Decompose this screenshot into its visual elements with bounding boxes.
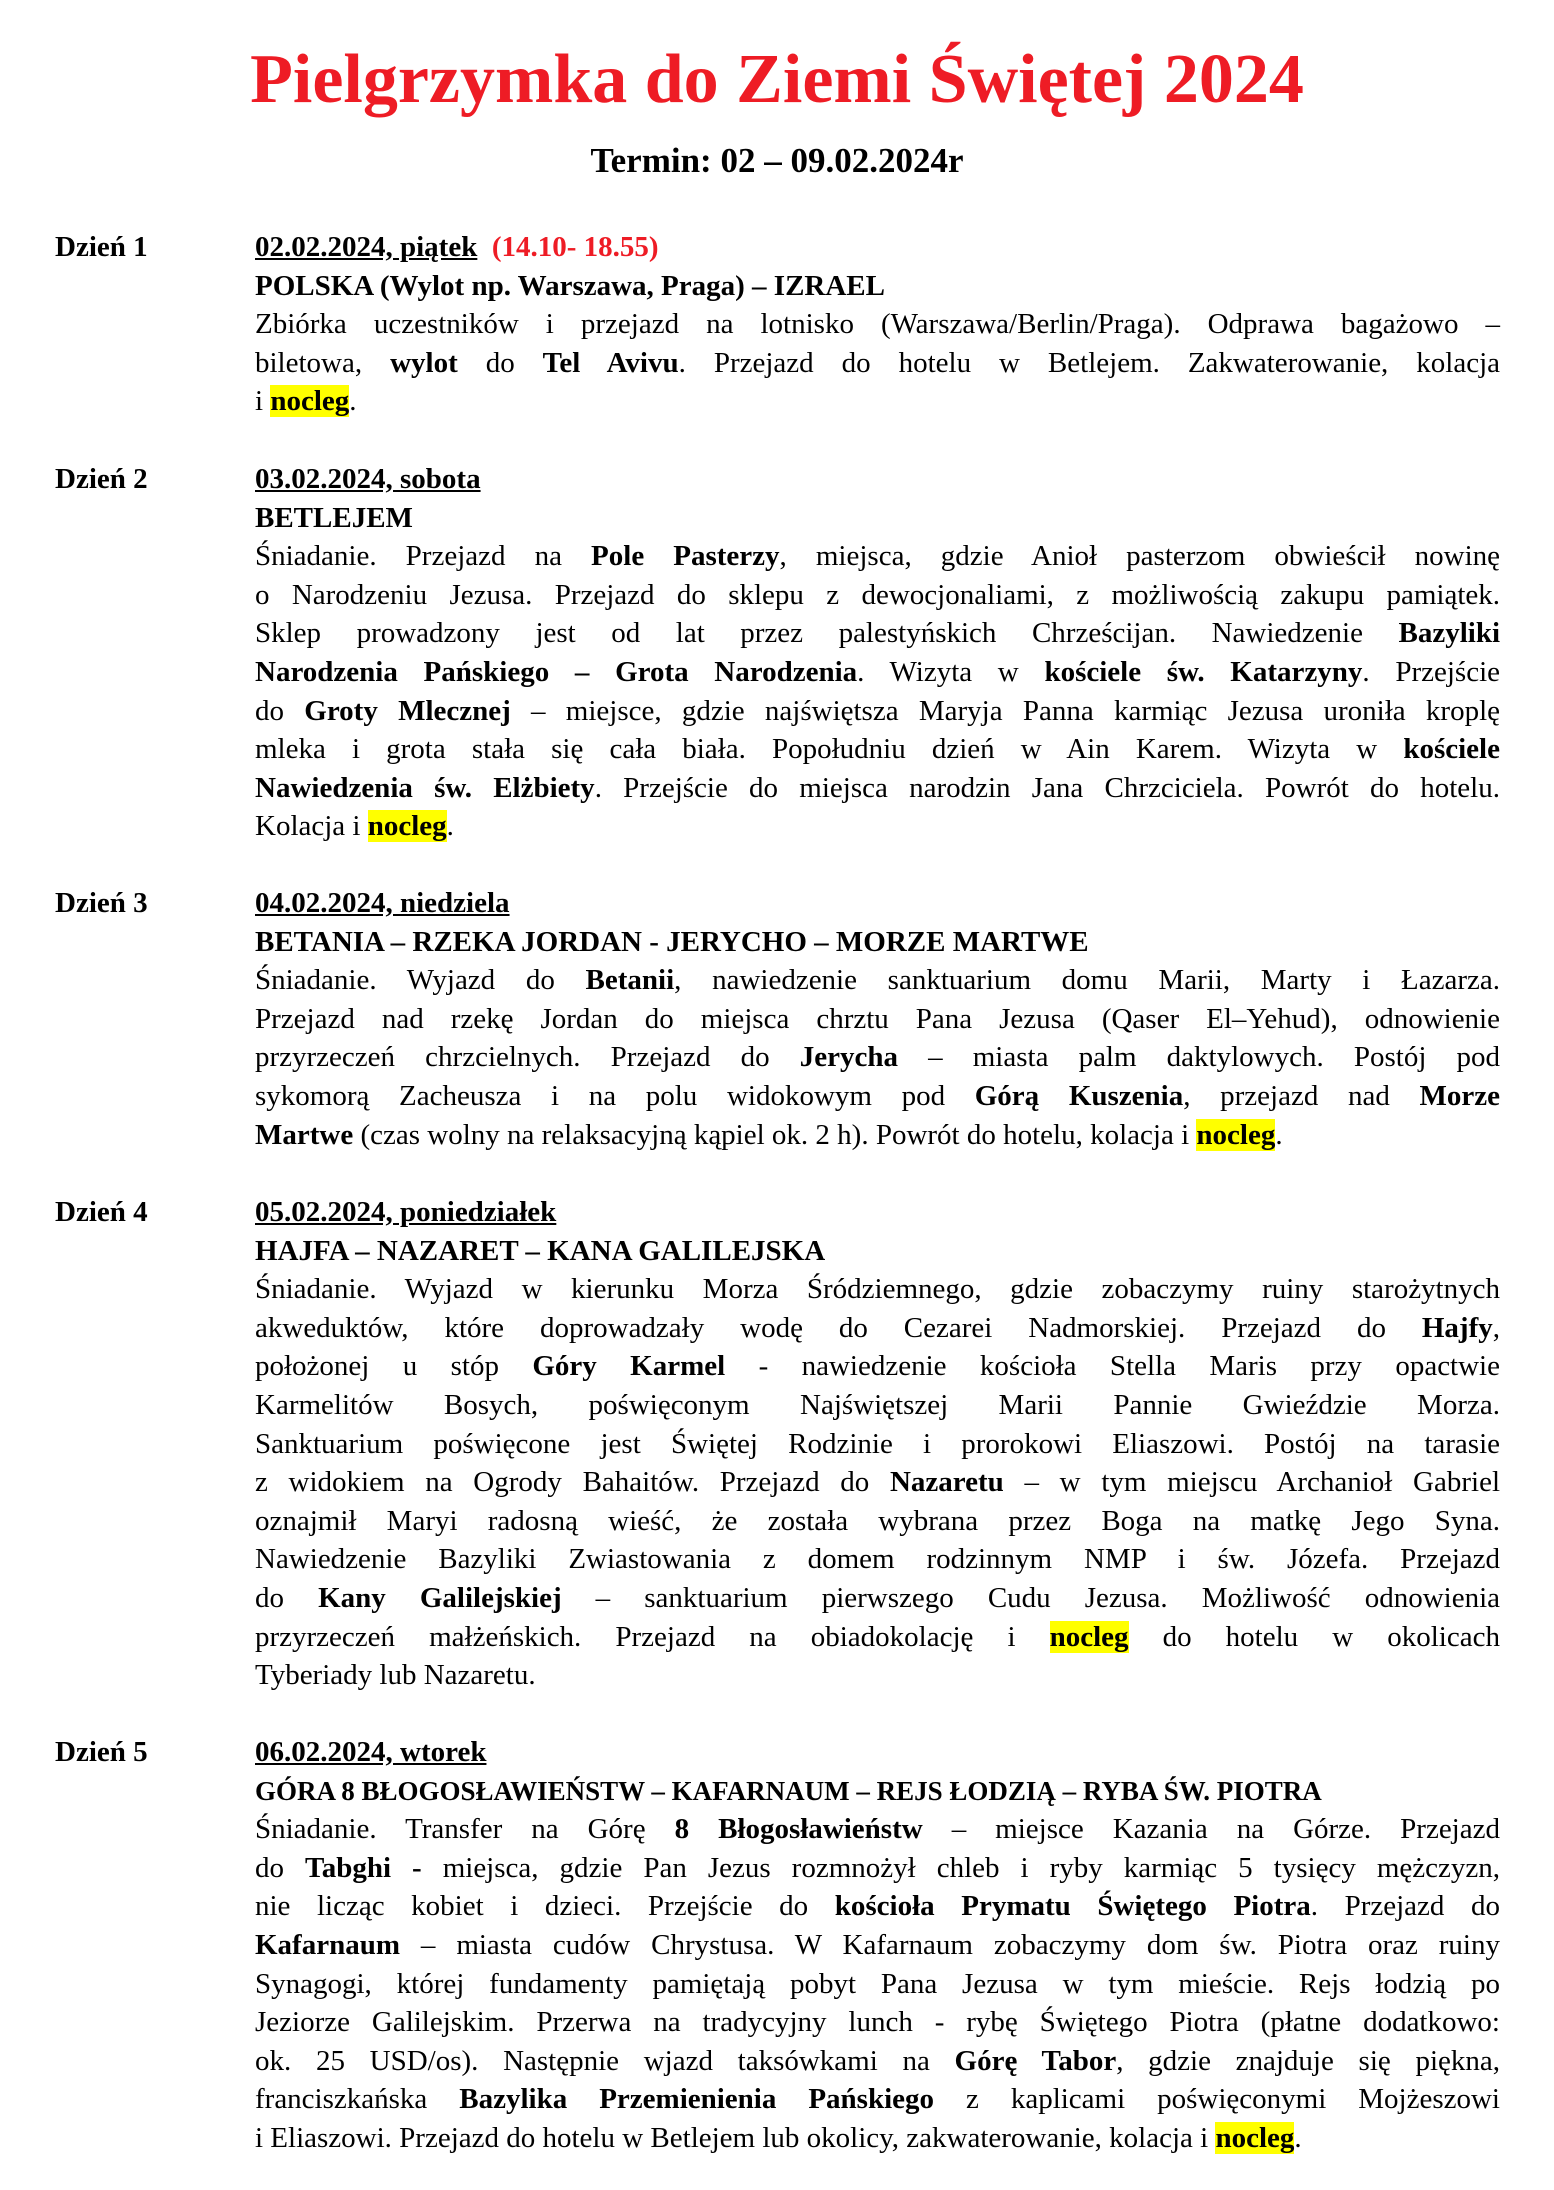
text-run: Synagogi, której fundamenty pamiętają pobyt Pana Jezusa w tym mieście. Rejs łodzią po [255,1967,1500,2000]
description-line [255,730,1500,769]
day-description [255,961,1500,1154]
bold-text: Hajfy [1421,1311,1493,1344]
bold-text: Górę Tabor [954,2044,1117,2077]
day-route: BETANIA – RZEKA JORDAN - JERYCHO – MORZE MARTWE [255,925,1089,958]
bold-text: kościoła Prymatu Świętego Piotra [834,1890,1311,1923]
text-run: do hotelu w okolicach [1128,1620,1500,1653]
bold-text: wylot [390,346,458,379]
text-run: Śniadanie. Przejazd na [255,540,592,573]
text-run: Karmelitów Bosych, poświęconym Najświętszej Marii Pannie Gwieździe Morza. [255,1388,1500,1421]
text-run: do [457,346,543,379]
bold-text: Tabghi - [305,1851,422,1884]
description-line [255,1038,1500,1077]
document-title: Pielgrzymka do Ziemi Świętej 2024 [250,41,1304,118]
day-label: Dzień 3 [55,887,148,919]
text-run: , miejsca, gdzie Anioł pasterzom obwieścił nowinę [779,540,1501,573]
bold-text: Betanii [585,964,675,997]
day-body [255,1733,1500,2158]
bold-text: Pole Pasterzy [591,540,780,573]
flight-time: (14.10- 18.55) [491,231,659,263]
day-route: GÓRA 8 BŁOGOSŁAWIEŃSTW – KAFARNAUM – REJS ŁODZIĄ – RYBA ŚW. PIOTRA [255,1775,1322,1806]
description-line [255,1965,1500,2004]
text-run: (czas wolny na relaksacyjną kąpiel ok. 2 h). Powrót do hotelu, kolacja i [353,1118,1197,1151]
text-run: o Narodzeniu Jezusa. Przejazd do sklepu z dewocjonaliami, z możliwością zakupu pamiątek. [255,578,1500,611]
text-run: do [255,1581,319,1614]
text-run: , [1492,1311,1500,1344]
day-date-line [255,1193,1500,1232]
description-line [255,1887,1500,1926]
text-run: biletowa, [255,346,391,379]
description-line [255,1656,1500,1695]
bold-text: Groty Mlecznej [304,694,511,727]
text-run: , przejazd nad [1183,1079,1420,1112]
bold-text: Narodzenia Pańskiego – Grota Narodzenia [255,655,858,688]
text-run: . Wizyta w [857,655,1045,688]
text-run: Kolacja i [255,810,368,843]
day-date: 03.02.2024, sobota [255,463,481,495]
text-run: mleka i grota stała się cała biała. Popołudniu dzień w Ain Karem. Wizyta w [255,733,1404,766]
bold-text: kościele [1403,733,1500,766]
bold-text: Tel Avivu [542,346,679,379]
text-run: . [349,385,357,418]
text-run: . [1294,2121,1302,2154]
description-line [255,1540,1500,1579]
day-date-line [255,884,1500,923]
text-run: do [255,694,305,727]
description-line [255,1849,1500,1888]
day-label: Dzień 4 [55,1196,148,1228]
bold-text: 8 Błogosławieństw [674,1813,923,1846]
highlighted-nocleg: nocleg [270,385,350,418]
day-date-line [255,460,1500,499]
text-run: miejsca, gdzie Pan Jezus rozmnożył chleb i ryby karmiąc 5 tysięcy mężczyzn, [421,1851,1500,1884]
text-run: - nawiedzenie kościoła Stella Maris przy opactwie [725,1350,1500,1383]
day-description [255,1810,1500,2157]
day-description [255,305,1500,421]
text-run: oznajmił Maryi radosną wieść, że została wybrana przez Boga na matkę Jego Syna. [255,1504,1500,1537]
text-run: Jeziorze Galilejskim. Przerwa na tradycyjny lunch - rybę Świętego Piotra (płatne dodatkowo: [255,2006,1500,2039]
text-run: – sanktuarium pierwszego Cudu Jezusa. Możliwość odnowienia [561,1581,1500,1614]
description-line [255,769,1500,808]
description-line [255,692,1500,731]
bold-text: Bazylika Przemienienia Pańskiego [459,2083,935,2116]
bold-text: Góry Karmel [532,1350,726,1383]
description-line [255,1810,1500,1849]
bold-text: Kafarnaum [255,1928,400,1961]
day-label: Dzień 5 [55,1736,148,1768]
description-line [255,1386,1500,1425]
text-run: sykomorą Zacheusza i na polu widokowym pod [255,1079,975,1112]
bold-text: Morze [1419,1079,1500,1112]
description-line [255,1425,1500,1464]
text-run: Nawiedzenie Bazyliki Zwiastowania z domem rodzinnym NMP i św. Józefa. Przejazd [255,1543,1500,1576]
description-line [255,1926,1500,1965]
text-run: Przejazd nad rzekę Jordan do miejsca chrztu Pana Jezusa (Qaser El–Yehud), odnowienie [255,1002,1500,1035]
text-run: . Przejazd do [1310,1890,1500,1923]
day-label: Dzień 1 [55,231,148,263]
text-run: i [255,385,271,418]
bold-text: Nawiedzenia św. Elżbiety [255,771,595,804]
description-line [255,305,1500,344]
bold-text: Górą Kuszenia [974,1079,1184,1112]
day-body [255,1193,1500,1695]
description-line [255,653,1500,692]
document-subtitle: Termin: 02 – 09.02.2024r [590,141,964,180]
text-run: . Przejazd do hotelu w Betlejem. Zakwaterowanie, kolacja [678,346,1500,379]
description-line [255,382,1500,421]
day-route: POLSKA (Wylot np. Warszawa, Praga) – IZRAEL [255,269,885,302]
description-line [255,1309,1500,1348]
day-body [255,460,1500,846]
bold-text: Nazaretu [889,1466,1004,1499]
day-label: Dzień 2 [55,463,148,495]
day-route: HAJFA – NAZARET – KANA GALILEJSKA [255,1234,826,1267]
text-run: położonej u stóp [255,1350,533,1383]
bold-text: Bazyliki [1398,617,1500,650]
description-line [255,2119,1500,2158]
text-run: – miasta cudów Chrystusa. W Kafarnaum zobaczymy dom św. Piotra oraz ruiny [400,1928,1500,1961]
highlighted-nocleg: nocleg [1215,2121,1295,2154]
description-line [255,807,1500,846]
description-line [255,1270,1500,1309]
highlighted-nocleg: nocleg [367,810,447,843]
text-run: z widokiem na Ogrody Bahaitów. Przejazd do [255,1466,890,1499]
description-line [255,2003,1500,2042]
description-line [255,1618,1500,1657]
day-description [255,1270,1500,1695]
description-line [255,344,1500,383]
description-line [255,1347,1500,1386]
text-run: franciszkańska [255,2083,460,2116]
text-run: Śniadanie. Wyjazd w kierunku Morza Śródziemnego, gdzie zobaczymy ruiny starożytnych [255,1273,1500,1306]
highlighted-nocleg: nocleg [1049,1620,1129,1653]
text-run: przyrzeczeń chrzcielnych. Przejazd do [255,1041,800,1074]
text-run: – miejsce Kazania na Górze. Przejazd [922,1813,1500,1846]
text-run: ok. 25 USD/os). Następnie wjazd taksówkami na [255,2044,955,2077]
description-line [255,1116,1500,1155]
text-run: – w tym miejscu Archanioł Gabriel [1003,1466,1501,1499]
text-run: Śniadanie. Transfer na Górę [255,1813,675,1846]
day-date: 06.02.2024, wtorek [255,1736,487,1768]
text-run: , gdzie znajduje się piękna, [1116,2044,1500,2077]
text-run: i Eliaszowi. Przejazd do hotelu w Betlejem lub okolicy, zakwaterowanie, kolacja i [255,2121,1216,2154]
description-line [255,2080,1500,2119]
text-run: . Przejście [1362,655,1501,688]
description-line [255,614,1500,653]
text-run: Zbiórka uczestników i przejazd na lotnisko (Warszawa/Berlin/Praga). Odprawa bagażowo – [255,308,1500,341]
text-run: do [255,1851,306,1884]
day-date: 02.02.2024, piątek [255,231,478,263]
bold-text: Martwe [255,1118,354,1151]
day-date: 04.02.2024, niedziela [255,887,510,919]
text-run: . [1275,1118,1283,1151]
text-run: akweduktów, które doprowadzały wodę do Cezarei Nadmorskiej. Przejazd do [255,1311,1422,1344]
text-run: Tyberiady lub Nazaretu. [255,1659,536,1692]
day-body [255,228,1500,421]
text-run: . Przejście do miejsca narodzin Jana Chrzciciela. Powrót do hotelu. [594,771,1500,804]
description-line [255,537,1500,576]
description-line [255,576,1500,615]
day-route: BETLEJEM [255,501,413,534]
text-run: , nawiedzenie sanktuarium domu Marii, Marty i Łazarza. [674,964,1501,997]
day-date-line [255,228,1500,267]
day-date-line [255,1733,1500,1772]
bold-text: kościele św. Katarzyny [1044,655,1363,688]
day-date: 05.02.2024, poniedziałek [255,1196,557,1228]
text-run: Sanktuarium poświęcone jest Świętej Rodzinie i prorokowi Eliaszowi. Postój na tarasie [255,1427,1500,1460]
bold-text: Jerycha [799,1041,898,1074]
text-run: – miasta palm daktylowych. Postój pod [898,1041,1500,1074]
description-line [255,1579,1500,1618]
text-run: – miejsce, gdzie najświętsza Maryja Panna karmiąc Jezusa uroniła kroplę [510,694,1501,727]
description-line [255,961,1500,1000]
description-line [255,1502,1500,1541]
text-run: Śniadanie. Wyjazd do [255,964,586,997]
text-run: przyrzeczeń małżeńskich. Przejazd na obiadokolację i [255,1620,1050,1653]
day-description [255,537,1500,846]
text-run: Sklep prowadzony jest od lat przez palestyńskich Chrześcijan. Nawiedzenie [255,617,1399,650]
description-line [255,1463,1500,1502]
bold-text: Kany Galilejskiej [318,1581,562,1614]
description-line [255,1077,1500,1116]
description-line [255,1000,1500,1039]
text-run: . [446,810,454,843]
text-run: z kaplicami poświęconymi Mojżeszowi [934,2083,1500,2116]
text-run: nie licząc kobiet i dzieci. Przejście do [255,1890,835,1923]
description-line [255,2042,1500,2081]
day-body [255,884,1500,1154]
highlighted-nocleg: nocleg [1196,1118,1276,1151]
